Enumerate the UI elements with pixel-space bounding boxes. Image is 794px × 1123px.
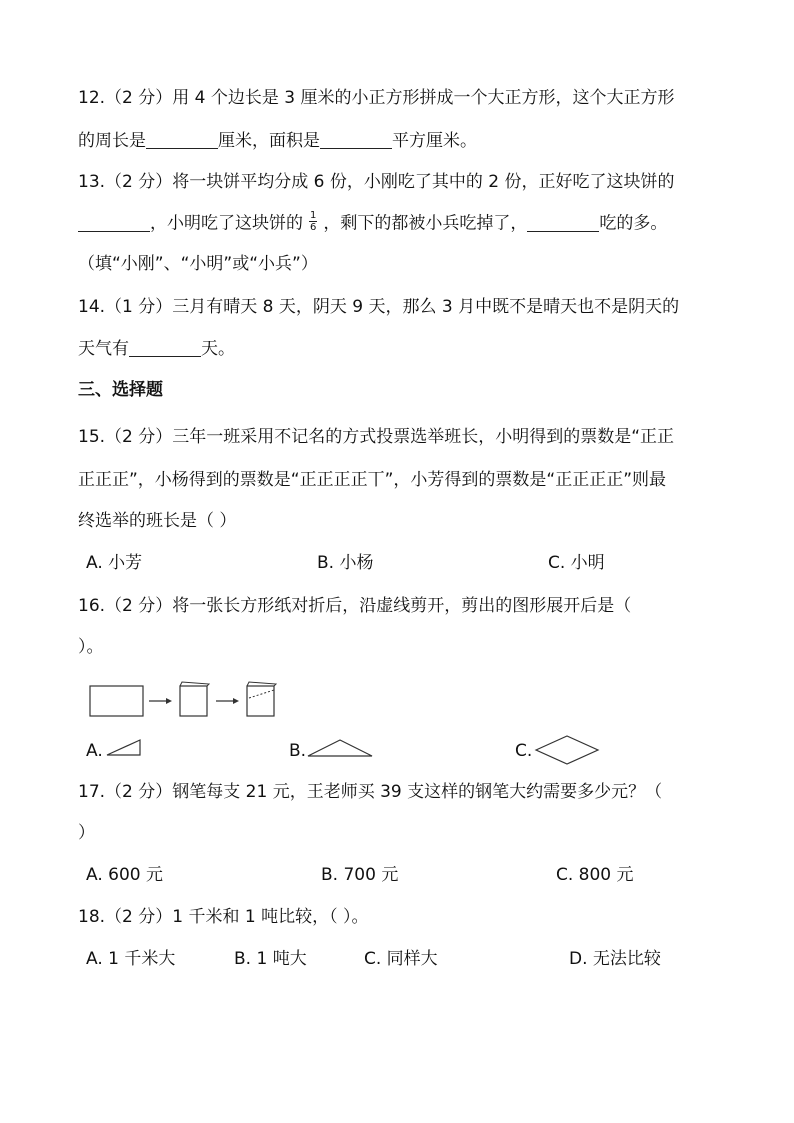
q14-text-a: 天气有 — [78, 339, 129, 359]
folded-paper-with-cut-line — [247, 682, 276, 716]
q13-blank-who[interactable] — [527, 215, 599, 232]
q15-option-b[interactable]: B. 小杨 — [317, 553, 374, 573]
q15-line2: 正正正”，小杨得到的票数是“正正正正丅”，小芳得到的票数是“正正正正”则最 — [78, 470, 667, 490]
q12-text-b: 厘米，面积是 — [218, 131, 320, 151]
q13-line1: 13.（2 分）将一块饼平均分成 6 份，小刚吃了其中的 2 份，正好吃了这块饼的 — [78, 172, 675, 192]
fraction-denominator: 6 — [310, 222, 317, 233]
q15-line1: 15.（2 分）三年一班采用不记名的方式投票选举班长，小明得到的票数是“正正 — [78, 427, 675, 447]
q17-option-c[interactable]: C. 800 元 — [556, 865, 634, 885]
fraction-one-sixth — [309, 210, 317, 233]
fold-cut-diagram — [86, 680, 286, 722]
q16-option-a[interactable]: A. — [86, 741, 103, 761]
q12-line2 — [78, 131, 477, 151]
q12-text-c: 平方厘米。 — [392, 131, 477, 151]
isosceles-triangle-shape — [306, 737, 374, 759]
q13-text-a: ，小明吃了这块饼的 — [150, 213, 303, 234]
q15-line3: 终选举的班长是（ ） — [78, 511, 237, 531]
q18-option-c[interactable]: C. 同样大 — [364, 949, 438, 969]
q13-text-b: ，剩下的都被小兵吃掉了， — [323, 213, 528, 234]
rhombus-shape — [534, 734, 600, 766]
right-triangle-shape — [104, 737, 144, 759]
q16-option-b[interactable]: B. — [289, 741, 307, 761]
section-heading: 三、选择题 — [78, 380, 163, 400]
folded-paper — [180, 682, 209, 716]
q17-line2: ） — [78, 823, 95, 843]
q14-blank-days[interactable] — [129, 340, 201, 357]
q18-option-b[interactable]: B. 1 吨大 — [234, 949, 307, 969]
q12-text-a: 的周长是 — [78, 131, 146, 151]
q13-line2 — [78, 212, 667, 235]
q17-line1: 17.（2 分）钢笔每支 21 元，王老师买 39 支这样的钢笔大约需要多少元？（ — [78, 782, 663, 802]
rectangle-paper — [90, 686, 143, 716]
q18-line1: 18.（2 分）1 千米和 1 吨比较，（ ）。 — [78, 907, 369, 927]
q16-line2: ）。 — [78, 637, 104, 657]
q12-line1: 12.（2 分）用 4 个边长是 3 厘米的小正方形拼成一个大正方形，这个大正方形 — [78, 88, 675, 108]
q14-line2 — [78, 339, 235, 359]
arrow-icon — [149, 698, 172, 704]
q17-option-a[interactable]: A. 600 元 — [86, 865, 163, 885]
q13-blank-fraction[interactable] — [78, 215, 150, 232]
q14-line1: 14.（1 分）三月有晴天 8 天，阴天 9 天，那么 3 月中既不是晴天也不是阴天的 — [78, 297, 680, 317]
dashed-cut-line — [249, 690, 274, 698]
q12-blank-perimeter[interactable] — [146, 132, 218, 149]
q13-line3: （填“小刚”、“小明”或“小兵”） — [78, 254, 318, 274]
fraction-numerator: 1 — [310, 210, 317, 221]
q18-option-d[interactable]: D. 无法比较 — [569, 949, 661, 969]
q16-option-c[interactable]: C. — [515, 741, 533, 761]
q18-option-a[interactable]: A. 1 千米大 — [86, 949, 176, 969]
q15-option-c[interactable]: C. 小明 — [548, 553, 605, 573]
q12-blank-area[interactable] — [320, 132, 392, 149]
q15-option-a[interactable]: A. 小芳 — [86, 553, 143, 573]
q17-option-b[interactable]: B. 700 元 — [321, 865, 399, 885]
q16-line1: 16.（2 分）将一张长方形纸对折后，沿虚线剪开，剪出的图形展开后是（ — [78, 596, 632, 616]
arrow-icon — [216, 698, 239, 704]
q14-text-b: 天。 — [201, 339, 235, 359]
q13-text-c: 吃的多。 — [599, 213, 668, 234]
